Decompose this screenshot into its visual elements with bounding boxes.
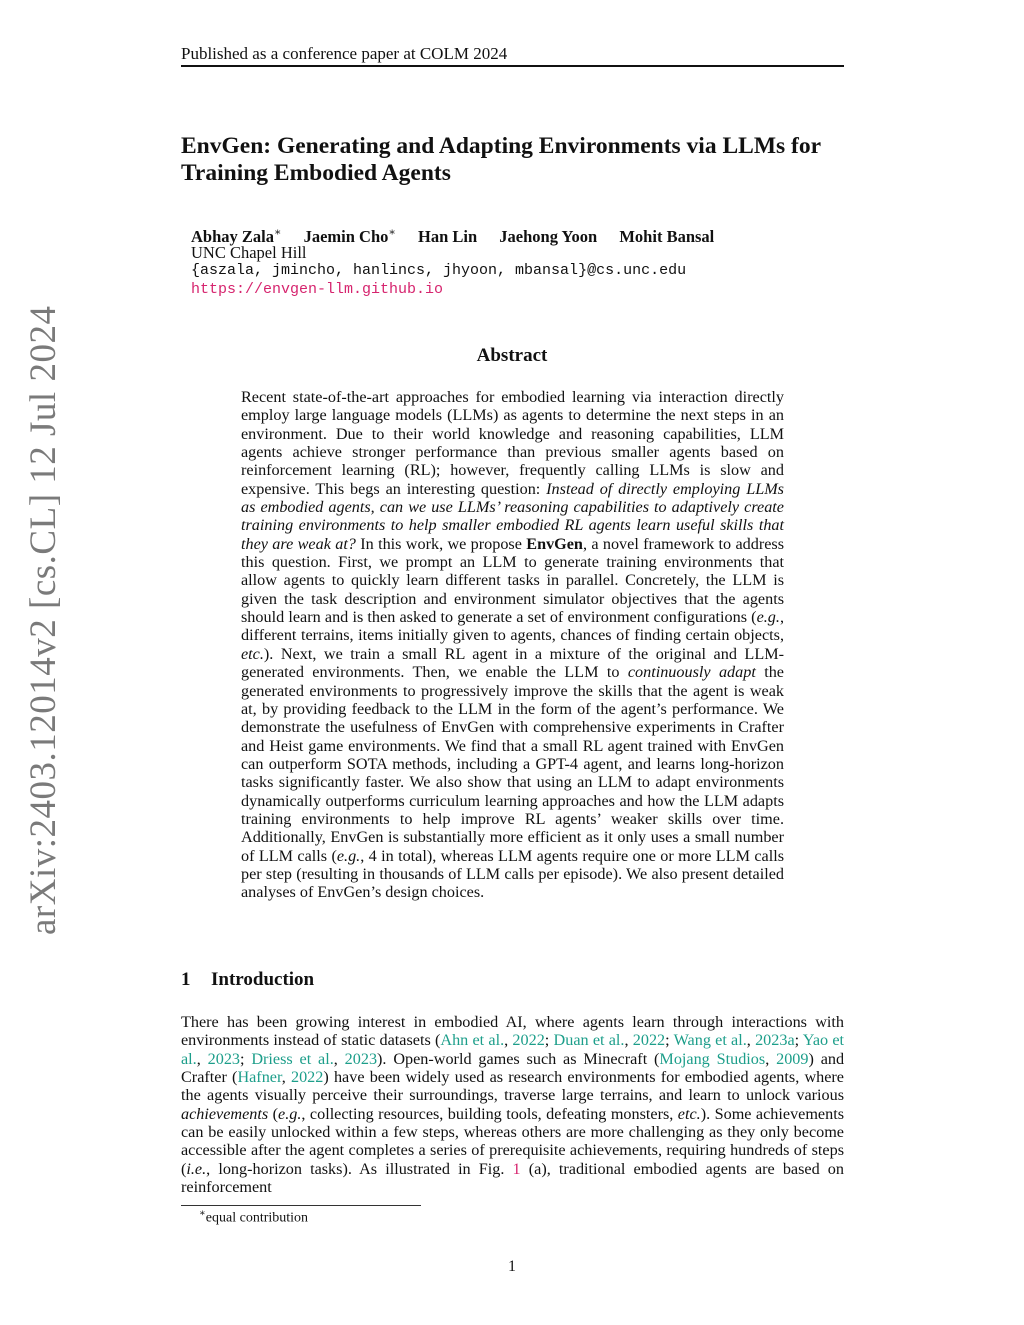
arxiv-stamp: arXiv:2403.12014v2 [cs.CL] 12 Jul 2024 (23, 305, 64, 935)
citation-link[interactable]: Driess et al. (251, 1049, 334, 1068)
affiliation: UNC Chapel Hill (191, 243, 307, 262)
citation-link[interactable]: Wang et al. (673, 1031, 747, 1050)
citation-link[interactable]: Yao et al. (181, 1031, 845, 1068)
page-number: 1 (508, 1258, 516, 1275)
intro-paragraph: There has been growing interest in embodied AI, where agents learn through interactions with environments instead of static datasets (Ahn et al., 2022; Duan et al., 2022; Wang et al., 2023a; Yao et al., 2023; Driess et al., 2023). Open-world games such as Minecraft (Mojang Studios, 2009) and Crafter (Hafner, 2022) have been widely used as research environments for embodied agents, where the agents visually perceive their surroundings, traverse large terrains, and learn to unlock various achievements (e.g., collecting resources, building tools, defeating monsters, etc.). Some achievements can be easily unlocked within a few steps, whereas others are more challenging as they only become accessible after the agent completes a series of prerequisite achievements, requiring hundreds of steps (i.e., long-horizon tasks). As illustrated in Fig. 1 (a), traditional embodied agents are based on reinforcement (181, 1013, 845, 1197)
author-5: Mohit Bansal (619, 226, 715, 246)
author-1: Abhay Zala∗ (191, 226, 282, 246)
section-title: Introduction (211, 969, 315, 990)
paper-title: EnvGen: Generating and Adapting Environments via LLMs for Training Embodied Agents (181, 133, 821, 186)
figure-ref-link[interactable]: 1 (512, 1159, 521, 1178)
citation-year-link[interactable]: 2023 (207, 1049, 240, 1068)
citation-link[interactable]: Hafner (237, 1068, 282, 1087)
citation-year-link[interactable]: 2009 (776, 1049, 809, 1068)
section-number: 1 (181, 969, 191, 990)
citation-link[interactable]: Duan et al. (553, 1031, 625, 1050)
author-4: Jaehong Yoon (499, 226, 598, 246)
footnote-rule (181, 1205, 421, 1206)
header-rule (181, 65, 844, 67)
citation-link[interactable]: Ahn et al. (440, 1031, 505, 1050)
abstract-heading: Abstract (476, 345, 548, 366)
citation-year-link[interactable]: 2022 (632, 1031, 666, 1050)
footnote: ∗equal contribution (199, 1208, 309, 1226)
author-emails: {aszala, jmincho, hanlincs, jhyoon, mbansal}@cs.unc.edu (191, 262, 687, 279)
author-2: Jaemin Cho∗ (303, 226, 396, 246)
citation-year-link[interactable]: 2023 (344, 1049, 378, 1068)
citation-year-link[interactable]: 2022 (290, 1068, 324, 1087)
running-header: Published as a conference paper at COLM 2024 (181, 44, 508, 63)
project-link[interactable]: https://envgen-llm.github.io (191, 281, 444, 298)
author-3: Han Lin (418, 226, 478, 246)
citation-year-link[interactable]: 2022 (512, 1031, 545, 1050)
abstract-body: Recent state-of-the-art approaches for embodied learning via interaction directly employ large language models (LLMs) as agents to determine the next steps in an environment. Due to their world knowledge and reasoning capabilities, LLM agents achieve stronger performance than previous smaller agents based on reinforcement learning (RL); however, frequently calling LLMs is slow and expensive. This begs an interesting question: Instead of directly employing LLMs as embodied agents, can we use LLMs’ reasoning capabilities to adaptively create training environments to help smaller embodied RL agents learn useful skills that they are weak at? In this work, we propose EnvGen, a novel framework to address this question. First, we prompt an LLM to generate training environments that allow agents to quickly learn different tasks in parallel. Concretely, the LLM is given the task description and environment simulator objectives that the agents should learn and is then asked to generate a set of environment configurations (e.g., different terrains, items initially given to agents, chances of finding certain objects, etc.). Next, we train a small RL agent in a mixture of the original and LLM-generated environments. Then, we enable the LLM to continuously adapt the generated environments to progressively improve the skills that the agent is weak at, by providing feedback to the LLM in the form of the agent’s performance. We demonstrate the usefulness of EnvGen with comprehensive experiments in Crafter and Heist game environments. We find that a small RL agent trained with EnvGen can outperform SOTA methods, including a GPT-4 agent, and learns long-horizon tasks significantly faster. We also show that using an LLM to adapt environments dynamically outperforms curriculum learning approaches and how the LLM adapts training environments to help improve RL agents’ weaker skills over time. Additionally, EnvGen is substantially more efficient as it only uses a small number of LLM calls (e.g., 4 in total), whereas LLM agents require one or more LLM calls per step (resulting in thousands of LLM calls per episode). We also present detailed analyses of EnvGen’s design choices. (241, 388, 784, 902)
citation-link[interactable]: Mojang Studios (659, 1049, 766, 1068)
citation-year-link[interactable]: 2023a (755, 1031, 795, 1050)
